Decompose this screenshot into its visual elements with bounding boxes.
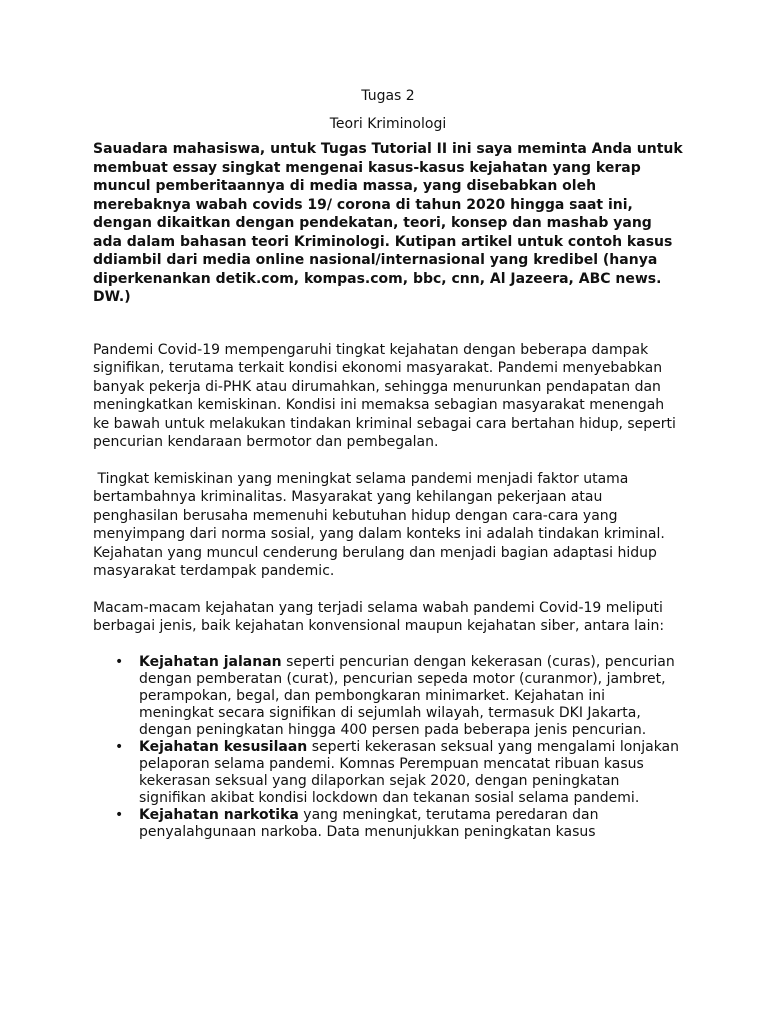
bullet-icon: • xyxy=(115,653,124,670)
list-item-text: seperti kekerasan seksual yang mengalami lonjakan pelaporan selama pandemi. Komnas Perempuan mencatat ribuan kasus kekerasan seksual yang dilaporkan sejak 2020, dengan peningkatan signifikan akibat kondisi lockdown dan tekanan sosial selama pandemi. xyxy=(139,738,680,806)
list-item-text: seperti pencurian dengan kekerasan (curas), pencurian dengan pemberatan (curat), pencurian sepeda motor (curanmor), jambret, perampokan, begal, dan pembongkaran minimarket. Kejahatan ini meningkat secara signifikan di sejumlah wilayah, termasuk DKI Jakarta, dengan peningkatan hingga 400 persen pada beberapa jenis pencurian. xyxy=(139,653,675,738)
paragraph-1: Pandemi Covid-19 mempengaruhi tingkat kejahatan dengan beberapa dampak signifikan, terutama terkait kondisi ekonomi masyarakat. Pandemi menyebabkan banyak pekerja di-PHK atau dirumahkan, sehingga menurunkan pendapatan dan meningkatkan kemiskinan. Kondisi ini memaksa sebagian masyarakat menengah ke bawah untuk melakukan tindakan kriminal sebagai cara bertahan hidup, seperti pencurian kendaraan bermotor dan pembegalan. xyxy=(93,341,676,450)
paragraph-2: Tingkat kemiskinan yang meningkat selama pandemi menjadi faktor utama bertambahnya kriminalitas. Masyarakat yang kehilangan pekerjaan atau penghasilan berusaha memenuhi kebutuhan hidup dengan cara-cara yang menyimpang dari norma sosial, yang dalam konteks ini adalah tindakan kriminal. Kejahatan yang muncul cenderung berulang dan menjadi bagian adaptasi hidup masyarakat terdampak pandemic. xyxy=(93,470,670,579)
crime-type-list xyxy=(93,654,683,841)
list-item-street-crime xyxy=(93,654,683,739)
list-item-term: Kejahatan jalanan xyxy=(139,653,282,670)
bullet-icon: • xyxy=(115,806,124,823)
bullet-icon: • xyxy=(115,738,124,755)
list-item-term: Kejahatan narkotika xyxy=(139,806,299,823)
assignment-instructions: Sauadara mahasiswa, untuk Tugas Tutorial II ini saya meminta Anda untuk membuat essay singkat mengenai kasus-kasus kejahatan yang kerap muncul pemberitaannya di media massa, yang disebabkan oleh merebaknya wabah covids 19/ corona di tahun 2020 hingga saat ini, dengan dikaitkan dengan pendekatan, teori, konsep dan mashab yang ada dalam bahasan teori Kriminologi. Kutipan artikel untuk contoh kasus ddiambil dari media online nasional/internasional yang kredibel (hanya diperkenankan detik.com, kompas.com, bbc, cnn, Al Jazeera, ABC news. DW.) xyxy=(93,141,683,305)
list-item-sexual-crime xyxy=(93,739,683,807)
list-item-term: Kejahatan kesusilaan xyxy=(139,738,308,755)
paragraph-3: Macam-macam kejahatan yang terjadi selama wabah pandemi Covid-19 meliputi berbagai jenis, baik kejahatan konvensional maupun kejahatan siber, antara lain: xyxy=(93,599,665,634)
document-page xyxy=(93,86,683,841)
document-title: Tugas 2 xyxy=(361,88,415,104)
list-item-text: yang meningkat, terutama peredaran dan penyalahgunaan narkoba. Data menunjukkan peningkatan kasus xyxy=(139,806,599,840)
list-item-narcotics-crime xyxy=(93,807,683,841)
document-subtitle: Teori Kriminologi xyxy=(329,116,447,132)
